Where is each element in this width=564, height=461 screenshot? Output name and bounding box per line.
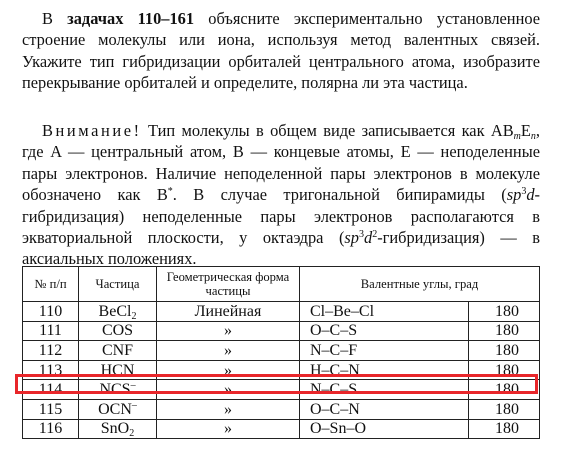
header-geometry: Геометрическая форма частицы [157, 267, 300, 302]
table-row [23, 341, 540, 361]
row-geometry: » [157, 360, 300, 380]
table-row [23, 321, 540, 341]
note-star: * [167, 186, 173, 198]
note-d2: d [363, 228, 373, 248]
particle-formula: HCN [100, 361, 135, 379]
note-text-4: -гибридизация) неподеленные пары электронов располагаются в экваториальной плоскости, у октаэдра ( [22, 185, 540, 248]
particle-subscript: 2 [129, 428, 135, 440]
header-particle: Частица [79, 267, 157, 302]
note-text-2: , где A — центральный атом, B — концевые атомы, E — неподеленные пары электронов. Наличие неподеленной пары электронов в молекуле обозначено как B [22, 121, 540, 205]
particle-formula: SnO [100, 420, 130, 438]
note-text-3: . В случае тригональной бипирамиды ( [172, 185, 507, 205]
row-geometry: » [157, 399, 300, 419]
header-angles: Валентные углы, град [300, 267, 540, 302]
row-particle [79, 321, 157, 341]
row-bond-angle: N–C–F [300, 341, 469, 361]
note-sp: sp [506, 185, 522, 205]
note-sub-n: n [530, 131, 536, 142]
row-number: 116 [23, 419, 79, 439]
particle-formula: NCS [99, 381, 131, 399]
row-geometry: » [157, 341, 300, 361]
table-header-row [23, 267, 540, 302]
row-number: 111 [23, 321, 79, 341]
intro-prefix: В [42, 9, 68, 28]
note-paragraph [22, 120, 540, 270]
row-bond-angle: Cl–Be–Cl [300, 302, 469, 322]
row-number: 115 [23, 399, 79, 419]
row-degrees: 180 [469, 321, 540, 341]
row-number: 114 [23, 380, 79, 400]
row-number: 113 [23, 360, 79, 380]
row-bond-angle: O–Sn–O [300, 419, 469, 439]
molecule-table [22, 266, 540, 439]
attention-label: Внимание! [42, 121, 142, 140]
particle-charge: – [131, 399, 137, 411]
row-bond-angle: O–C–S [300, 321, 469, 341]
note-text-5: -гибридизация) — в аксиальных положениях. [22, 228, 540, 269]
particle-formula: CNF [101, 341, 134, 359]
row-degrees: 180 [469, 302, 540, 322]
particle-subscript: 2 [131, 310, 137, 322]
row-geometry: Линейная [157, 302, 300, 322]
row-geometry: » [157, 419, 300, 439]
row-particle [79, 380, 157, 400]
note-sub-m: m [513, 131, 521, 142]
problem-range: задачах 110–161 [67, 9, 195, 28]
note-e: E [520, 121, 531, 140]
note-sp2: sp [344, 228, 359, 248]
table-row [23, 380, 540, 400]
particle-formula: COS [101, 322, 134, 340]
row-number: 112 [23, 341, 79, 361]
row-degrees: 180 [469, 419, 540, 439]
row-particle [79, 341, 157, 361]
row-bond-angle: H–C–N [300, 360, 469, 380]
row-degrees: 180 [469, 360, 540, 380]
row-degrees: 180 [469, 380, 540, 400]
row-degrees: 180 [469, 399, 540, 419]
row-particle [79, 419, 157, 439]
table-row [23, 302, 540, 322]
intro-text: объясните экспериментально установленное строение молекулы или иона, используя метод валентных связей. Укажите тип гибридизации орбиталей центрального атома, изобразите перекрывание орбиталей и определите, полярна ли эта частица. [22, 9, 541, 93]
table-row [23, 399, 540, 419]
particle-formula: BeCl [98, 302, 132, 320]
particle-formula: OCN [98, 400, 132, 418]
table-row [23, 360, 540, 380]
note-sup-3a: 3 [521, 186, 527, 198]
row-bond-angle: O–C–N [300, 399, 469, 419]
note-d1: d [526, 185, 535, 205]
particle-charge: – [130, 380, 136, 392]
note-sup-2: 2 [372, 229, 378, 241]
table-row [23, 419, 540, 439]
row-degrees: 180 [469, 341, 540, 361]
row-particle [79, 360, 157, 380]
note-sup-3b: 3 [358, 229, 364, 241]
row-particle [79, 399, 157, 419]
note-text-1: Тип молекулы в общем виде записывается как AB [141, 121, 514, 140]
row-geometry: » [157, 380, 300, 400]
intro-paragraph [22, 8, 540, 94]
row-geometry: » [157, 321, 300, 341]
header-num: № п/п [23, 267, 79, 302]
row-bond-angle: N–C–S [300, 380, 469, 400]
row-number: 110 [23, 302, 79, 322]
row-particle [79, 302, 157, 322]
